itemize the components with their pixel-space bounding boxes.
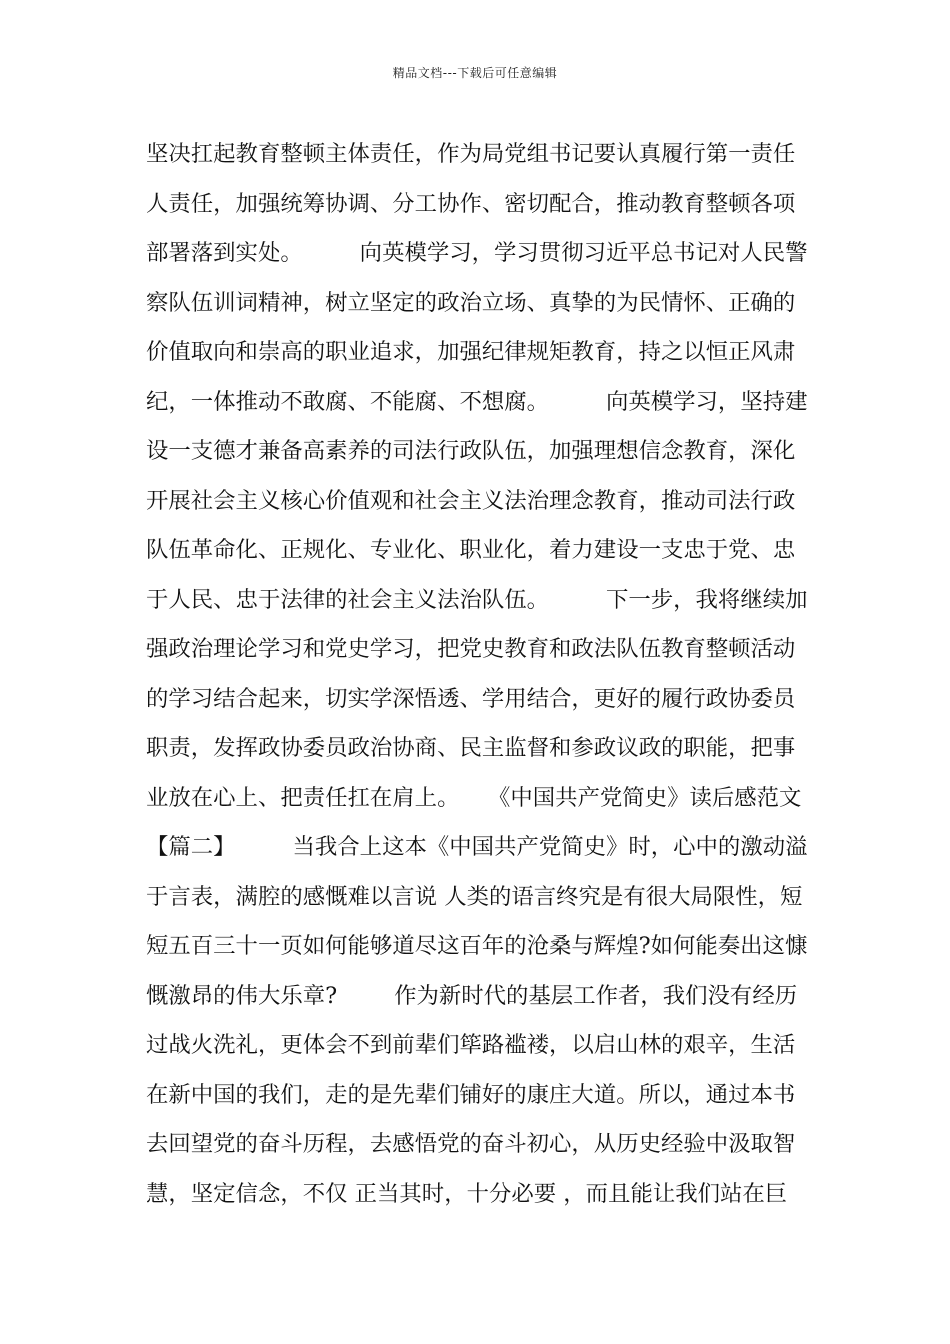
text-line: 部署落到实处。 向英模学习，学习贯彻习近平总书记对人民警 <box>146 240 808 266</box>
text-line: 在新中国的我们，走的是先辈们铺好的康庄大道。所以，通过本书 <box>146 1081 796 1108</box>
text-line: 坚决扛起教育整顿主体责任，作为局党组书记要认真履行第一责任 <box>146 141 796 167</box>
text-line: 队伍革命化、正规化、专业化、职业化，着力建设一支忠于党、忠 <box>146 537 796 563</box>
text-line: 开展社会主义核心价值观和社会主义法治理念教育，推动司法行政 <box>146 487 796 514</box>
text-line: 过战火洗礼，更体会不到前辈们筚路褴褛，以启山林的艰辛，生活 <box>146 1032 796 1058</box>
body-text <box>146 130 816 1219</box>
text-line: 职责，发挥政协委员政治协商、民主监督和参政议政的职能，把事 <box>146 735 796 761</box>
text-line: 纪，一体推动不敢腐、不能腐、不想腐。 向英模学习，坚持建 <box>146 388 808 415</box>
text-line: 【篇二】 当我合上这本《中国共产党简史》时，心中的激动溢 <box>146 834 808 860</box>
text-line: 慧，坚定信念，不仅 正当其时，十分必要 ，而且能让我们站在巨 <box>146 1180 788 1207</box>
text-line: 强政治理论学习和党史学习，把党史教育和政法队伍教育整顿活动 <box>146 636 796 662</box>
text-line: 去回望党的奋斗历程，去感悟党的奋斗初心，从历史经验中汲取智 <box>146 1131 796 1157</box>
text-line: 价值取向和崇高的职业追求，加强纪律规矩教育，持之以恒正风肃 <box>146 339 796 365</box>
text-line: 人责任，加强统筹协调、分工协作、密切配合，推动教育整顿各项 <box>146 190 796 217</box>
text-line: 的学习结合起来，切实学深悟透、学用结合，更好的履行政协委员 <box>146 685 796 712</box>
text-line: 于言表，满腔的感慨难以言说 人类的语言终究是有很大局限性，短 <box>146 883 803 910</box>
text-line: 业放在心上、把责任扛在肩上。 《中国共产党简史》读后感范文 <box>146 784 802 811</box>
page-header: 精品文档---下载后可任意编辑 <box>392 66 558 80</box>
text-line: 设一支德才兼备高素养的司法行政队伍，加强理想信念教育，深化 <box>146 438 796 464</box>
text-line: 短五百三十一页如何能够道尽这百年的沧桑与辉煌?如何能奏出这慷 <box>146 933 808 959</box>
text-line: 慨激昂的伟大乐章? 作为新时代的基层工作者，我们没有经历 <box>146 982 798 1009</box>
text-line: 察队伍训词精神，树立坚定的政治立场、真挚的为民情怀、正确的 <box>146 289 796 316</box>
text-line: 于人民、忠于法律的社会主义法治队伍。 下一步，我将继续加 <box>146 586 808 613</box>
